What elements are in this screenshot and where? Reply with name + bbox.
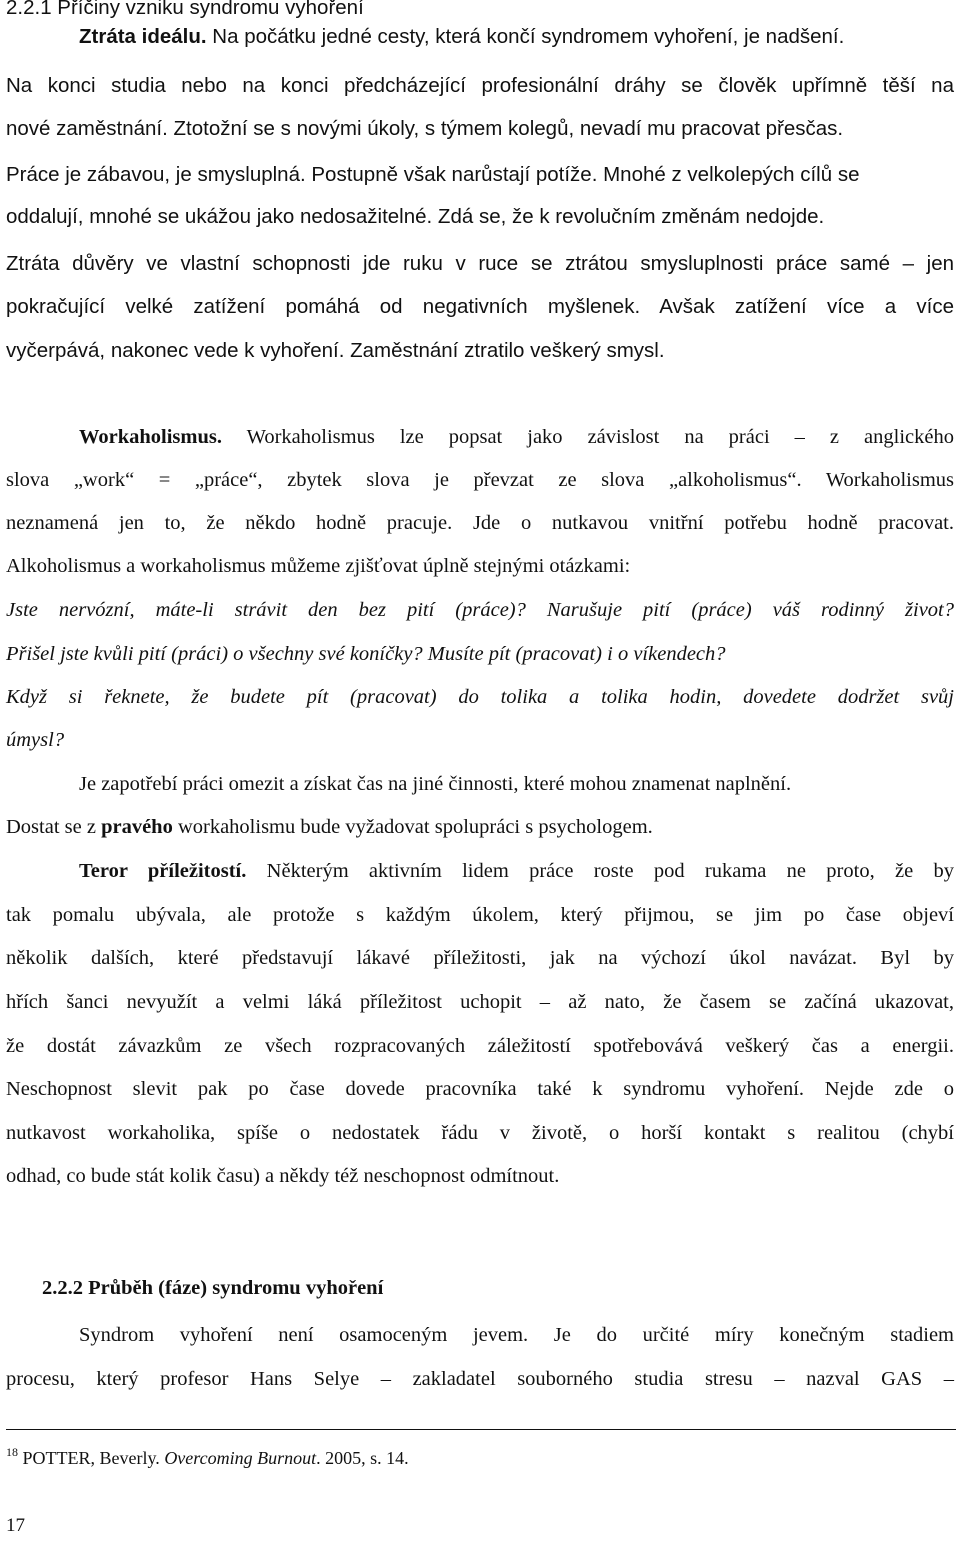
footnote-author: POTTER, Beverly. [18,1448,165,1468]
paragraph-line: pokračující velké zatížení pomáhá od negativních myšlenek. Avšak zatížení více a více [6,295,954,318]
paragraph-line: několik dalších, které představují lákavé příležitosti, jak na výchozí úkol navázat. Byl by [6,947,954,969]
section-heading-2-2-2: 2.2.2 Průběh (fáze) syndromu vyhoření [42,1277,384,1299]
paragraph-line: Syndrom vyhoření není osamoceným jevem. Je do určité míry konečným stadiem [79,1324,954,1346]
text-run: Workaholismus lze popsat jako závislost na práci – z anglického [221,426,954,448]
paragraph-line: tak pomalu ubývala, ale protože s každým úkolem, který přijmou, se jim po čase objeví [6,904,954,926]
paragraph-line: odhad, co bude stát kolik času) a někdy též neschopnost odmítnout. [6,1165,560,1187]
question-line: Jste nervózní, máte-li strávit den bez pití (práce)? Narušuje pití (práce) váš rodinný život? [6,599,954,621]
paragraph-teror-line [79,850,954,893]
paragraph-ideal-line [79,15,954,58]
paragraph-line: procesu, který profesor Hans Selye – zakladatel souborného studia stresu – nazval GAS – [6,1368,954,1390]
paragraph-line [6,806,954,849]
text-run: Některým aktivním lidem práce roste pod rukama ne proto, že by [246,860,954,882]
paragraph-line: Alkoholismus a workaholismus můžeme zjišťovat úplně stejnými otázkami: [6,555,631,577]
paragraph-line: slova „work“ = „práce“, zbytek slova je převzat ze slova „alkoholismus“. Workaholismus [6,469,954,491]
paragraph-line: Práce je zábavou, je smysluplná. Postupně však narůstají potíže. Mnohé z velkolepých cílů se [6,163,860,186]
footnote-title: Overcoming Burnout [164,1448,317,1468]
paragraph-line: že dostát závazkům ze všech rozpracovaných záležitostí spotřebovává veškerý čas a energii. [6,1035,954,1057]
text-run: Dostat se z [6,816,102,838]
text-run: Na počátku jedné cesty, která končí syndromem vyhoření, je nadšení. [206,25,845,48]
paragraph-line: nutkavost workaholika, spíše o nedostatek řádu v životě, o horší kontakt s realitou (chybí [6,1122,954,1144]
paragraph-line: oddalují, mnohé se ukážou jako nedosažitelné. Zdá se, že k revolučním změnám nedojde. [6,205,825,228]
term-workaholismus: Workaholismus. [79,426,222,448]
footnote-number: 18 [6,1445,18,1459]
footnote [6,1434,409,1476]
footnote-rest: . 2005, s. 14. [316,1448,409,1468]
question-line: Když si řeknete, že budete pít (pracovat) do tolika a tolika hodin, dovedete dodržet svůj [6,686,954,708]
page-number: 17 [6,1515,25,1536]
paragraph-line: hřích šanci nevyužít a velmi láká příležitost uchopit – až nato, že časem se začíná ukazovat, [6,991,954,1013]
paragraph-line: Neschopnost slevit pak po čase dovede pracovníka také k syndromu vyhoření. Nejde zde o [6,1078,954,1100]
paragraph-line: nové zaměstnání. Ztotožní se s novými úkoly, s týmem kolegů, nevadí mu pracovat přesčas. [6,117,844,140]
term-teror-prilezitosti: Teror příležitostí. [79,860,247,882]
text-run: workaholismu bude vyžadovat spolupráci s psychologem. [172,816,653,838]
paragraph-line: neznamená jen to, že někdo hodně pracuje. Jde o nutkavou vnitřní potřebu hodně pracovat. [6,512,954,534]
question-line: úmysl? [6,729,65,751]
section-heading-2-2-1: 2.2.1 Příčiny vzniku syndromu vyhoření [6,0,364,19]
term-ztrata-idealu: Ztráta ideálu. [79,25,207,48]
footnote-divider [6,1429,956,1430]
paragraph-line: vyčerpává, nakonec vede k vyhoření. Zaměstnání ztratilo veškerý smysl. [6,339,665,362]
paragraph-line: Na konci studia nebo na konci předcházející profesionální dráhy se člověk upřímně těší na [6,74,954,97]
paragraph-workaholismus-line [79,416,954,459]
paragraph-line: Je zapotřebí práci omezit a získat čas na jiné činnosti, které mohou znamenat naplnění. [79,773,792,795]
emphasis-pravy: pravého [101,816,173,838]
paragraph-line: Ztráta důvěry ve vlastní schopnosti jde ruku v ruce se ztrátou smysluplnosti práce samé – jen [6,252,954,275]
question-line: Přišel jste kvůli pití (práci) o všechny své koníčky? Musíte pít (pracovat) i o víkendech? [6,643,726,665]
